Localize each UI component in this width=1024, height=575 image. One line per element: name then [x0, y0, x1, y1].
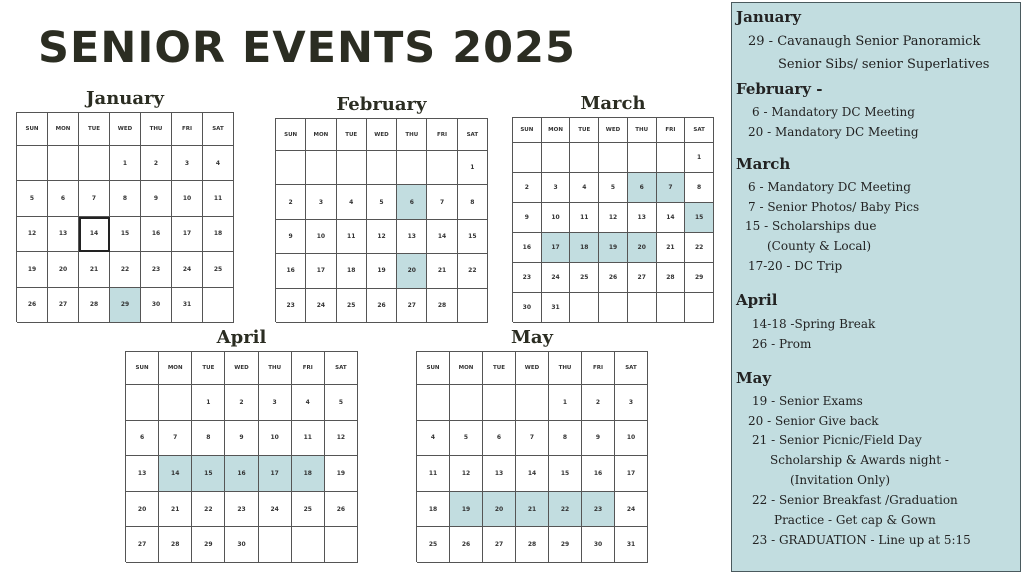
day-cell: 24	[542, 263, 571, 293]
empty-day-cell	[79, 146, 110, 181]
day-cell: 13	[48, 217, 79, 252]
empty-day-cell	[427, 151, 457, 185]
day-cell: 26	[17, 288, 48, 323]
day-cell: 22	[458, 254, 488, 288]
day-cell: 5	[325, 385, 358, 421]
day-cell: 5	[367, 185, 397, 219]
day-cell: 22	[110, 252, 141, 287]
calendar-may	[416, 327, 648, 562]
empty-day-cell	[397, 151, 427, 185]
day-cell: 11	[337, 220, 367, 254]
day-cell: 29	[685, 263, 714, 293]
day-cell: 19	[450, 492, 483, 528]
empty-day-cell	[276, 151, 306, 185]
day-cell: 10	[172, 181, 203, 216]
weekday-header: TUE	[337, 119, 367, 151]
day-cell: 24	[259, 492, 292, 528]
event-line: 17-20 - DC Trip	[748, 259, 843, 273]
day-cell: 12	[599, 203, 628, 233]
weekday-header: THU	[397, 119, 427, 151]
empty-day-cell	[657, 143, 686, 173]
day-cell: 15	[685, 203, 714, 233]
day-cell: 4	[417, 421, 450, 457]
day-cell: 14	[427, 220, 457, 254]
event-line: 15 - Scholarships due	[745, 219, 877, 233]
weekday-header: MON	[306, 119, 336, 151]
day-cell: 12	[450, 456, 483, 492]
day-cell: 24	[615, 492, 648, 528]
day-cell: 4	[292, 385, 325, 421]
page-title: SENIOR EVENTS 2025	[38, 23, 576, 73]
calendar-march	[512, 93, 714, 322]
event-line: 6 - Mandatory DC Meeting	[748, 180, 911, 194]
events-january-heading: January	[736, 8, 801, 26]
empty-day-cell	[17, 146, 48, 181]
calendar-month-title: May	[510, 327, 554, 348]
day-cell: 17	[615, 456, 648, 492]
weekday-header: THU	[628, 118, 657, 143]
event-line: 20 - Mandatory DC Meeting	[748, 125, 919, 139]
weekday-header: FRI	[657, 118, 686, 143]
day-cell: 23	[513, 263, 542, 293]
calendar-january	[16, 88, 234, 322]
empty-day-cell	[599, 293, 628, 323]
day-cell: 10	[542, 203, 571, 233]
day-cell: 30	[141, 288, 172, 323]
day-cell: 15	[110, 217, 141, 252]
event-line: 14-18 -Spring Break	[752, 317, 876, 331]
day-cell: 28	[159, 527, 192, 563]
day-cell: 7	[657, 173, 686, 203]
empty-day-cell	[337, 151, 367, 185]
day-cell: 12	[325, 421, 358, 457]
day-cell: 21	[427, 254, 457, 288]
event-line: Senior Sibs/ senior Superlatives	[778, 57, 990, 72]
day-cell: 11	[570, 203, 599, 233]
day-cell: 15	[192, 456, 225, 492]
day-cell: 28	[79, 288, 110, 323]
weekday-header: WED	[367, 119, 397, 151]
weekday-header: SAT	[203, 113, 234, 146]
day-cell: 31	[615, 527, 648, 563]
day-cell: 26	[450, 527, 483, 563]
day-cell: 3	[306, 185, 336, 219]
day-cell: 27	[483, 527, 516, 563]
day-cell: 5	[450, 421, 483, 457]
day-cell: 8	[549, 421, 582, 457]
day-cell: 14	[79, 217, 110, 252]
day-cell: 22	[549, 492, 582, 528]
day-cell: 6	[628, 173, 657, 203]
event-line: 23 - GRADUATION - Line up at 5:15	[752, 533, 971, 547]
day-cell: 16	[582, 456, 615, 492]
day-cell: 7	[159, 421, 192, 457]
empty-day-cell	[259, 527, 292, 563]
day-cell: 27	[628, 263, 657, 293]
empty-day-cell	[292, 527, 325, 563]
empty-day-cell	[325, 527, 358, 563]
day-cell: 24	[172, 252, 203, 287]
empty-day-cell	[483, 385, 516, 421]
empty-day-cell	[516, 385, 549, 421]
day-cell: 31	[172, 288, 203, 323]
day-cell: 18	[570, 233, 599, 263]
day-cell: 9	[276, 220, 306, 254]
weekday-header: TUE	[483, 352, 516, 385]
weekday-header: SAT	[458, 119, 488, 151]
day-cell: 18	[203, 217, 234, 252]
day-cell: 3	[615, 385, 648, 421]
day-cell: 20	[483, 492, 516, 528]
weekday-header: SUN	[276, 119, 306, 151]
day-cell: 19	[325, 456, 358, 492]
day-cell: 28	[516, 527, 549, 563]
day-cell: 11	[292, 421, 325, 457]
day-cell: 29	[192, 527, 225, 563]
event-line: 22 - Senior Breakfast /Graduation	[752, 493, 958, 507]
day-cell: 31	[542, 293, 571, 323]
empty-day-cell	[203, 288, 234, 323]
day-cell: 1	[192, 385, 225, 421]
event-line: Practice - Get cap & Gown	[774, 513, 936, 527]
day-cell: 25	[203, 252, 234, 287]
event-line: Scholarship & Awards night -	[770, 453, 949, 467]
day-cell: 8	[685, 173, 714, 203]
day-cell: 25	[570, 263, 599, 293]
day-cell: 26	[325, 492, 358, 528]
day-cell: 2	[513, 173, 542, 203]
day-cell: 12	[17, 217, 48, 252]
empty-day-cell	[513, 143, 542, 173]
day-cell: 6	[48, 181, 79, 216]
day-cell: 27	[48, 288, 79, 323]
day-cell: 5	[17, 181, 48, 216]
day-cell: 19	[599, 233, 628, 263]
empty-day-cell	[628, 293, 657, 323]
weekday-header: FRI	[427, 119, 457, 151]
day-cell: 18	[337, 254, 367, 288]
events-february-heading: February -	[736, 80, 823, 98]
day-cell: 9	[225, 421, 258, 457]
day-cell: 30	[582, 527, 615, 563]
events-march-heading: March	[736, 155, 791, 173]
day-cell: 7	[516, 421, 549, 457]
day-cell: 23	[582, 492, 615, 528]
day-cell: 1	[458, 151, 488, 185]
day-cell: 29	[549, 527, 582, 563]
day-cell: 10	[259, 421, 292, 457]
day-cell: 25	[292, 492, 325, 528]
calendar-grid	[275, 118, 488, 322]
weekday-header: TUE	[570, 118, 599, 143]
empty-day-cell	[159, 385, 192, 421]
weekday-header: SUN	[417, 352, 450, 385]
event-line: 6 - Mandatory DC Meeting	[752, 105, 915, 119]
empty-day-cell	[570, 293, 599, 323]
day-cell: 16	[141, 217, 172, 252]
day-cell: 6	[126, 421, 159, 457]
weekday-header: MON	[450, 352, 483, 385]
day-cell: 6	[483, 421, 516, 457]
calendar-february	[275, 94, 488, 322]
day-cell: 26	[367, 289, 397, 323]
day-cell: 1	[549, 385, 582, 421]
day-cell: 28	[427, 289, 457, 323]
day-cell: 17	[542, 233, 571, 263]
day-cell: 3	[542, 173, 571, 203]
day-cell: 15	[458, 220, 488, 254]
day-cell: 16	[225, 456, 258, 492]
calendar-grid	[16, 112, 234, 322]
day-cell: 25	[337, 289, 367, 323]
weekday-header: WED	[516, 352, 549, 385]
day-cell: 25	[417, 527, 450, 563]
day-cell: 2	[225, 385, 258, 421]
weekday-header: TUE	[192, 352, 225, 385]
weekday-header: SUN	[513, 118, 542, 143]
day-cell: 3	[172, 146, 203, 181]
weekday-header: THU	[549, 352, 582, 385]
weekday-header: FRI	[172, 113, 203, 146]
weekday-header: MON	[542, 118, 571, 143]
empty-day-cell	[599, 143, 628, 173]
empty-day-cell	[628, 143, 657, 173]
weekday-header: SAT	[685, 118, 714, 143]
day-cell: 17	[172, 217, 203, 252]
day-cell: 21	[657, 233, 686, 263]
day-cell: 3	[259, 385, 292, 421]
event-line: (Invitation Only)	[790, 473, 891, 487]
day-cell: 12	[367, 220, 397, 254]
event-line: 7 - Senior Photos/ Baby Pics	[748, 200, 920, 214]
day-cell: 18	[292, 456, 325, 492]
weekday-header: WED	[110, 113, 141, 146]
events-may-heading: May	[736, 369, 772, 387]
day-cell: 17	[306, 254, 336, 288]
day-cell: 16	[276, 254, 306, 288]
weekday-header: FRI	[582, 352, 615, 385]
day-cell: 13	[126, 456, 159, 492]
day-cell: 4	[203, 146, 234, 181]
day-cell: 14	[516, 456, 549, 492]
day-cell: 28	[657, 263, 686, 293]
weekday-header: SUN	[17, 113, 48, 146]
event-line: (County & Local)	[767, 239, 872, 253]
event-line: 20 - Senior Give back	[748, 414, 879, 428]
empty-day-cell	[417, 385, 450, 421]
calendar-month-title: January	[86, 88, 164, 109]
empty-day-cell	[458, 289, 488, 323]
empty-day-cell	[126, 385, 159, 421]
empty-day-cell	[570, 143, 599, 173]
day-cell: 10	[306, 220, 336, 254]
day-cell: 7	[427, 185, 457, 219]
weekday-header: MON	[159, 352, 192, 385]
day-cell: 11	[203, 181, 234, 216]
event-line: 29 - Cavanaugh Senior Panoramick	[748, 34, 981, 49]
day-cell: 22	[685, 233, 714, 263]
day-cell: 14	[159, 456, 192, 492]
empty-day-cell	[48, 146, 79, 181]
day-cell: 20	[48, 252, 79, 287]
day-cell: 2	[276, 185, 306, 219]
day-cell: 23	[141, 252, 172, 287]
day-cell: 26	[599, 263, 628, 293]
day-cell: 4	[337, 185, 367, 219]
day-cell: 24	[306, 289, 336, 323]
day-cell: 23	[225, 492, 258, 528]
events-april-heading: April	[736, 291, 778, 309]
calendar-month-title: April	[216, 327, 267, 348]
calendar-april	[125, 327, 358, 562]
weekday-header: WED	[599, 118, 628, 143]
event-line: 26 - Prom	[752, 337, 812, 351]
day-cell: 6	[397, 185, 427, 219]
day-cell: 8	[458, 185, 488, 219]
day-cell: 8	[192, 421, 225, 457]
day-cell: 13	[628, 203, 657, 233]
day-cell: 5	[599, 173, 628, 203]
day-cell: 2	[141, 146, 172, 181]
day-cell: 23	[276, 289, 306, 323]
events-panel	[731, 2, 1021, 572]
day-cell: 2	[582, 385, 615, 421]
day-cell: 15	[549, 456, 582, 492]
day-cell: 13	[483, 456, 516, 492]
day-cell: 14	[657, 203, 686, 233]
empty-day-cell	[685, 293, 714, 323]
day-cell: 7	[79, 181, 110, 216]
day-cell: 1	[685, 143, 714, 173]
day-cell: 30	[225, 527, 258, 563]
weekday-header: THU	[259, 352, 292, 385]
day-cell: 10	[615, 421, 648, 457]
calendar-month-title: March	[580, 93, 646, 114]
day-cell: 29	[110, 288, 141, 323]
weekday-header: MON	[48, 113, 79, 146]
day-cell: 27	[397, 289, 427, 323]
empty-day-cell	[542, 143, 571, 173]
day-cell: 19	[17, 252, 48, 287]
day-cell: 9	[141, 181, 172, 216]
calendar-grid	[125, 351, 358, 562]
day-cell: 13	[397, 220, 427, 254]
day-cell: 1	[110, 146, 141, 181]
day-cell: 21	[159, 492, 192, 528]
event-line: 19 - Senior Exams	[752, 394, 863, 408]
day-cell: 4	[570, 173, 599, 203]
day-cell: 20	[628, 233, 657, 263]
day-cell: 20	[126, 492, 159, 528]
day-cell: 21	[516, 492, 549, 528]
day-cell: 9	[513, 203, 542, 233]
day-cell: 27	[126, 527, 159, 563]
calendar-month-title: February	[336, 94, 427, 115]
weekday-header: FRI	[292, 352, 325, 385]
empty-day-cell	[450, 385, 483, 421]
empty-day-cell	[657, 293, 686, 323]
day-cell: 22	[192, 492, 225, 528]
day-cell: 8	[110, 181, 141, 216]
day-cell: 17	[259, 456, 292, 492]
weekday-header: THU	[141, 113, 172, 146]
day-cell: 20	[397, 254, 427, 288]
day-cell: 30	[513, 293, 542, 323]
weekday-header: WED	[225, 352, 258, 385]
weekday-header: SUN	[126, 352, 159, 385]
weekday-header: SAT	[615, 352, 648, 385]
empty-day-cell	[367, 151, 397, 185]
day-cell: 21	[79, 252, 110, 287]
day-cell: 16	[513, 233, 542, 263]
weekday-header: TUE	[79, 113, 110, 146]
day-cell: 11	[417, 456, 450, 492]
day-cell: 19	[367, 254, 397, 288]
empty-day-cell	[306, 151, 336, 185]
day-cell: 9	[582, 421, 615, 457]
event-line: 21 - Senior Picnic/Field Day	[752, 433, 922, 447]
calendar-grid	[512, 117, 714, 322]
calendar-grid	[416, 351, 648, 562]
day-cell: 18	[417, 492, 450, 528]
weekday-header: SAT	[325, 352, 358, 385]
